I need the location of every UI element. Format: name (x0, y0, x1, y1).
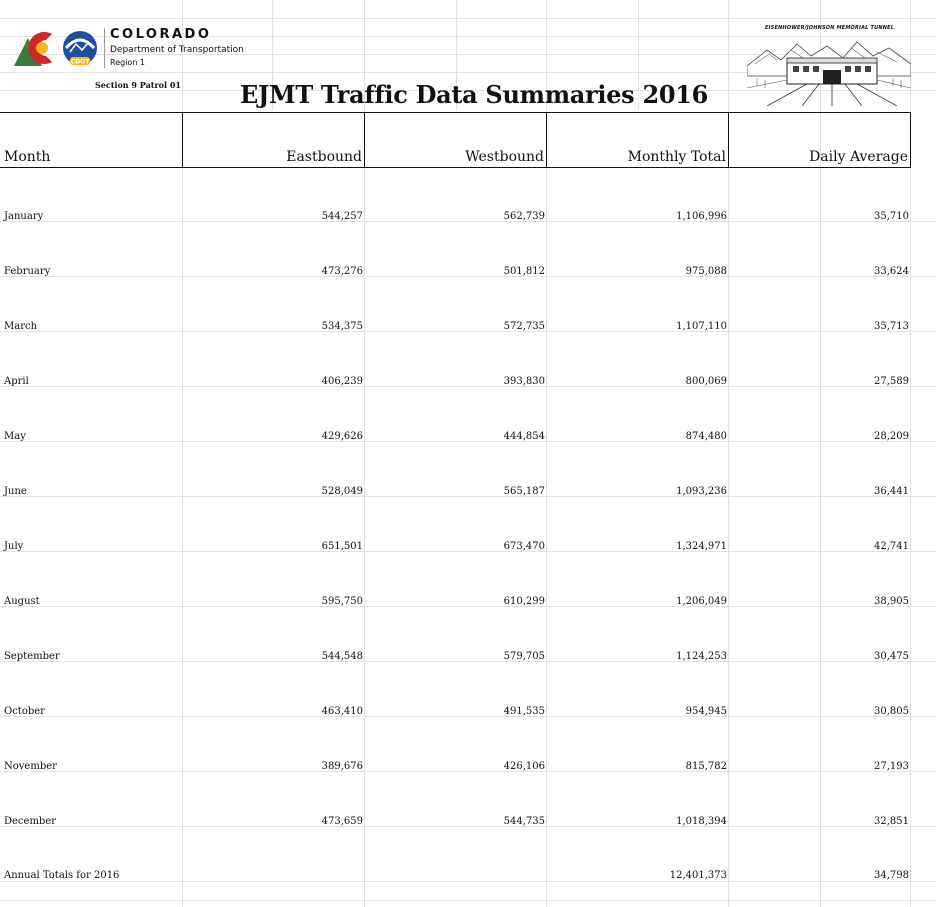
column-header-westbound: Westbound (365, 113, 547, 167)
cell-eastbound: 473,276 (321, 266, 363, 277)
cell-eastbound: 429,626 (321, 431, 363, 442)
cell-westbound: 562,739 (503, 211, 545, 222)
cell-westbound: 579,705 (503, 651, 545, 662)
cell-eastbound: 534,375 (321, 321, 363, 332)
cell-month: December (4, 816, 57, 827)
cell-month: August (4, 596, 40, 607)
cell-monthly-total: 1,124,253 (676, 651, 727, 662)
cell-eastbound: 389,676 (321, 761, 363, 772)
cell-monthly-total: 1,093,236 (676, 486, 727, 497)
table-row (0, 516, 911, 571)
cell-westbound: 491,535 (503, 706, 545, 717)
cell-monthly-total: 1,018,394 (676, 816, 727, 827)
table-row (0, 186, 911, 241)
cell-eastbound: 651,501 (321, 541, 363, 552)
cell-eastbound: 473,659 (321, 816, 363, 827)
cell-monthly-total: 800,069 (685, 376, 727, 387)
org-region: Region 1 (110, 58, 146, 67)
section-label: Section 9 Patrol 01 (95, 80, 181, 90)
table-row (0, 681, 911, 736)
column-header-daily-average: Daily Average (729, 113, 911, 167)
column-header-month: Month (0, 113, 183, 167)
cell-month: March (4, 321, 38, 332)
annual-totals-label: Annual Totals for 2016 (4, 870, 120, 881)
cell-westbound: 544,735 (503, 816, 545, 827)
cell-month: November (4, 761, 57, 772)
table-row (0, 406, 911, 461)
cell-month: October (4, 706, 45, 717)
cell-daily-average: 30,475 (874, 651, 909, 662)
cell-monthly-total: 1,206,049 (676, 596, 727, 607)
cell-month: June (4, 486, 27, 497)
cell-daily-average: 28,209 (874, 431, 909, 442)
cell-eastbound: 528,049 (321, 486, 363, 497)
cell-daily-average: 27,193 (874, 761, 909, 772)
page-title: EJMT Traffic Data Summaries 2016 (240, 80, 709, 109)
cell-daily-average: 36,441 (874, 486, 909, 497)
table-row (0, 296, 911, 351)
table-row (0, 461, 911, 516)
cell-monthly-total: 874,480 (685, 431, 727, 442)
table-header-row (0, 112, 911, 168)
cdot-logo (12, 26, 106, 70)
cell-monthly-total: 815,782 (685, 761, 727, 772)
tunnel-caption: EISENHOWER/JOHNSON MEMORIAL TUNNEL (765, 25, 895, 31)
gridline (0, 18, 936, 19)
cell-westbound: 393,830 (503, 376, 545, 387)
cell-daily-average: 35,713 (874, 321, 909, 332)
cell-eastbound: 544,257 (321, 211, 363, 222)
annual-daily-average: 34,798 (874, 870, 909, 881)
cell-westbound: 565,187 (503, 486, 545, 497)
table-row (0, 241, 911, 296)
table-row (0, 351, 911, 406)
cell-month: April (4, 376, 29, 387)
cell-daily-average: 30,805 (874, 706, 909, 717)
cell-monthly-total: 1,106,996 (676, 211, 727, 222)
org-department: Department of Transportation (110, 45, 244, 55)
table-row (0, 626, 911, 681)
cell-month: May (4, 431, 26, 442)
cell-daily-average: 35,710 (874, 211, 909, 222)
gridline (0, 900, 936, 901)
cell-westbound: 426,106 (503, 761, 545, 772)
cell-month: July (4, 541, 24, 552)
cell-eastbound: 544,548 (321, 651, 363, 662)
cell-month: February (4, 266, 51, 277)
logo-divider (104, 28, 105, 68)
cell-daily-average: 42,741 (874, 541, 909, 552)
cell-daily-average: 27,589 (874, 376, 909, 387)
cell-monthly-total: 1,107,110 (676, 321, 727, 332)
annual-monthly-total: 12,401,373 (669, 870, 727, 881)
cell-month: January (4, 211, 44, 222)
cdot-badge-text: CDOT (70, 58, 90, 66)
cell-monthly-total: 975,088 (685, 266, 727, 277)
cell-eastbound: 595,750 (321, 596, 363, 607)
cell-monthly-total: 954,945 (685, 706, 727, 717)
cell-eastbound: 463,410 (321, 706, 363, 717)
annual-totals-row (0, 845, 911, 900)
cell-westbound: 444,854 (503, 431, 545, 442)
table-row (0, 571, 911, 626)
column-header-eastbound: Eastbound (183, 113, 365, 167)
table-row (0, 736, 911, 791)
cell-daily-average: 33,624 (874, 266, 909, 277)
cell-westbound: 673,470 (503, 541, 545, 552)
cell-daily-average: 32,851 (874, 816, 909, 827)
table-row (0, 791, 911, 846)
org-name: COLORADO (110, 27, 212, 42)
cell-westbound: 610,299 (503, 596, 545, 607)
cell-westbound: 572,735 (503, 321, 545, 332)
cell-daily-average: 38,905 (874, 596, 909, 607)
cell-eastbound: 406,239 (321, 376, 363, 387)
cell-monthly-total: 1,324,971 (676, 541, 727, 552)
cell-westbound: 501,812 (503, 266, 545, 277)
column-header-monthly-total: Monthly Total (547, 113, 729, 167)
sun-dot (36, 42, 48, 54)
tunnel-illustration (747, 36, 911, 106)
cell-month: September (4, 651, 60, 662)
